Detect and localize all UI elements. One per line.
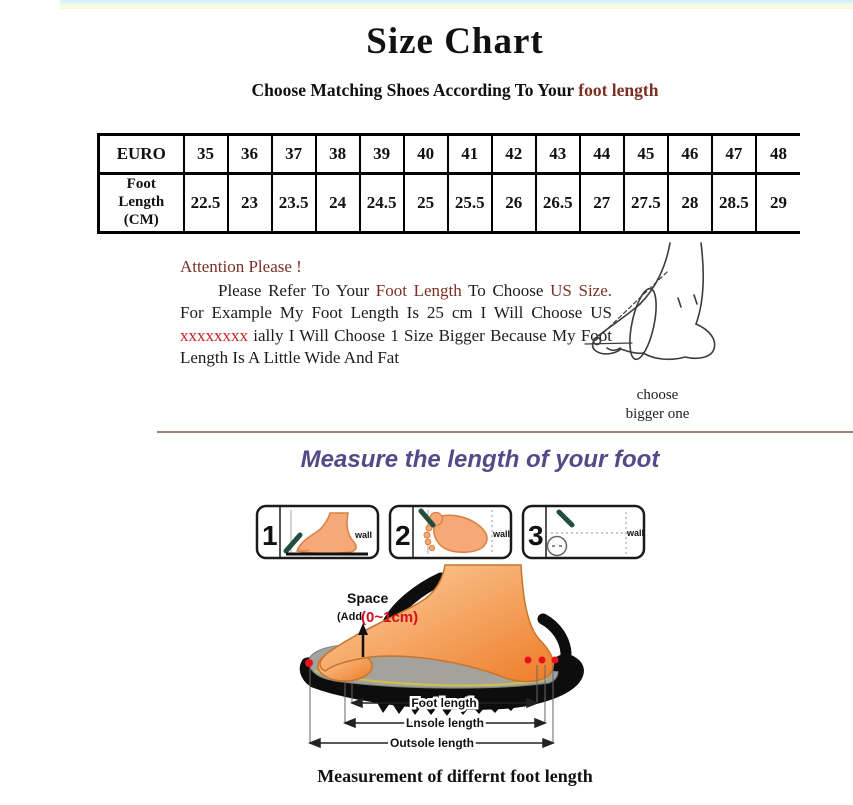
foot-length-cell: 25.5 (448, 174, 492, 233)
range-label: (0~1cm) (361, 609, 419, 626)
euro-size-cell: 42 (492, 135, 536, 174)
foot-length-cell: 27 (580, 174, 624, 233)
heel-point-dot (539, 657, 546, 664)
foot-length-cell: 22.5 (184, 174, 228, 233)
attention-paragraph (180, 280, 612, 370)
euro-size-cell: 39 (360, 135, 404, 174)
attention-segment-us-size: US Size. (550, 280, 613, 300)
foot-length-cell: 26 (492, 174, 536, 233)
euro-size-cell: 48 (756, 135, 800, 174)
euro-size-cell: 38 (316, 135, 360, 174)
foot-label-line: Foot (126, 176, 156, 193)
measure-steps (255, 504, 647, 560)
euro-size-cell: 44 (580, 135, 624, 174)
subtitle-prefix: Choose Matching Shoes According To Your (251, 80, 579, 100)
choose-bigger-note (590, 386, 725, 424)
foot-label-line: (CM) (123, 211, 159, 228)
page-title: Size Chart (366, 21, 544, 62)
euro-header-cell: EURO (99, 135, 184, 174)
attention-segment-censored: xxxxxxxx (180, 325, 248, 345)
euro-size-cell: 37 (272, 135, 316, 174)
euro-size-cell: 40 (404, 135, 448, 174)
subtitle (60, 80, 850, 101)
outsole-length-label: Outsole length (390, 736, 474, 750)
wall-label: wall (627, 528, 645, 538)
insole-length-label: Lnsole length (406, 716, 484, 730)
length-row (99, 174, 801, 233)
step-number: 1 (262, 520, 278, 551)
attention-segment: Please Refer To Your (218, 280, 376, 300)
euro-size-cell: 35 (184, 135, 228, 174)
step-box-2 (388, 504, 513, 560)
attention-block (180, 256, 612, 370)
wall-label: wall (355, 530, 373, 540)
step-box-1 (255, 504, 380, 560)
section-divider (157, 431, 853, 433)
measure-heading: Measure the length of your foot (300, 446, 660, 473)
choose-bigger-line: bigger one (625, 406, 690, 422)
euro-size-cell: 41 (448, 135, 492, 174)
attention-heading: Attention Please ! (180, 257, 302, 276)
wall-label: wall (493, 529, 511, 539)
euro-size-cell: 36 (228, 135, 272, 174)
step-number: 3 (528, 520, 544, 551)
foot-sketch-illustration (583, 240, 718, 370)
choose-bigger-line: choose (636, 387, 679, 403)
foot-measurement-diagram (293, 563, 623, 763)
euro-size-cell: 47 (712, 135, 756, 174)
top-decorative-strip (60, 0, 853, 9)
measure-mark-icon (548, 537, 567, 556)
foot-length-header-cell (99, 174, 184, 233)
space-label: Space (347, 590, 389, 606)
euro-size-cell: 45 (624, 135, 668, 174)
foot-label-line: Length (118, 194, 165, 211)
foot-length-cell: 23.5 (272, 174, 316, 233)
euro-size-cell: 46 (668, 135, 712, 174)
foot-length-cell: 27.5 (624, 174, 668, 233)
heel-point-dot (552, 657, 559, 664)
foot-length-cell: 26.5 (536, 174, 580, 233)
add-label: (Add (337, 611, 363, 623)
foot-length-cell: 24 (316, 174, 360, 233)
attention-segment: ially I Will Choose 1 Size Bigger Because My Foot Length Is A Little Wide And Fat (180, 325, 612, 367)
heel-point-dot (525, 657, 532, 664)
size-table (97, 133, 800, 234)
attention-segment-foot-length: Foot Length (375, 280, 462, 300)
foot-length-cell: 28 (668, 174, 712, 233)
foot-length-cell: 23 (228, 174, 272, 233)
attention-segment: For Example My Foot Length Is 25 cm I Will Choose US (180, 303, 612, 322)
euro-row (99, 135, 801, 174)
bottom-caption: Measurement of differnt foot length (317, 766, 593, 786)
step-number: 2 (395, 520, 411, 551)
foot-length-cell: 28.5 (712, 174, 756, 233)
attention-segment: To Choose (461, 280, 551, 300)
foot-length-cell: 24.5 (360, 174, 404, 233)
foot-length-cell: 29 (756, 174, 800, 233)
euro-size-cell: 43 (536, 135, 580, 174)
step-box-3 (521, 504, 646, 560)
foot-length-label: Foot length (411, 696, 477, 710)
foot-length-cell: 25 (404, 174, 448, 233)
toe-point-dot (305, 659, 313, 667)
subtitle-highlight: foot length (578, 80, 659, 100)
